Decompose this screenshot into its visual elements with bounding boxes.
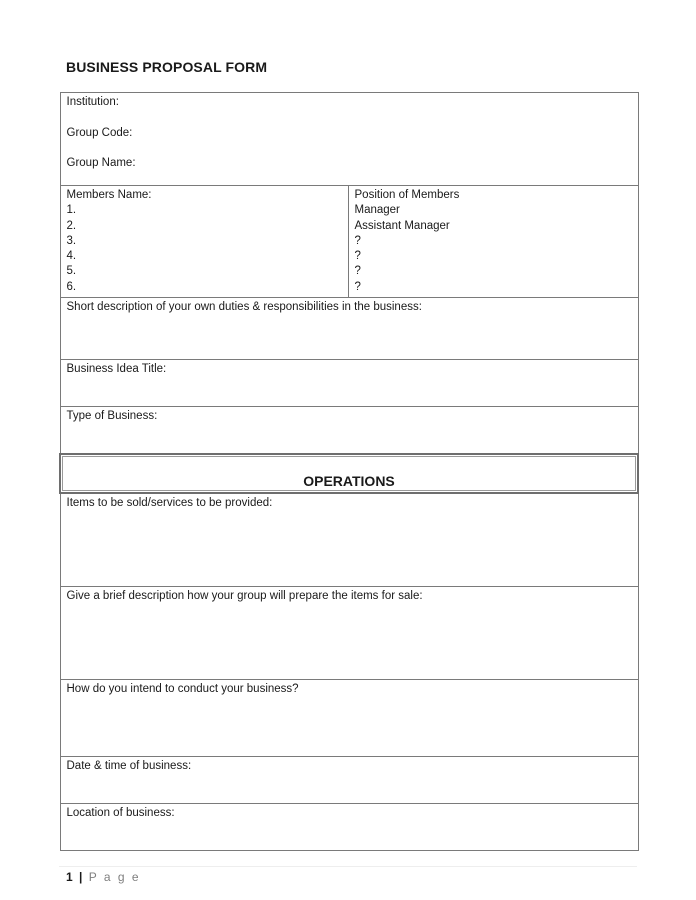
idea-title-label: Business Idea Title: (66, 363, 167, 376)
members-name-cell[interactable] (60, 186, 348, 298)
type-label: Type of Business: (66, 410, 158, 423)
member-number: 4. (66, 250, 77, 263)
position-item: ? (354, 280, 361, 293)
page-footer (66, 870, 141, 884)
location-label: Location of business: (66, 807, 175, 820)
form-title: BUSINESS PROPOSAL FORM (66, 59, 268, 75)
member-number: 5. (66, 265, 77, 278)
conduct-label: How do you intend to conduct your business? (66, 683, 299, 696)
position-item: Manager (354, 204, 400, 217)
location-cell[interactable] (60, 804, 638, 851)
datetime-row (60, 757, 638, 804)
group-code-label: Group Code: (66, 126, 133, 139)
page-label: P a g e (88, 870, 141, 884)
type-cell[interactable] (60, 407, 638, 455)
proposal-form-table (59, 92, 639, 851)
operations-heading-cell (60, 454, 638, 493)
items-label: Items to be sold/services to be provided: (66, 497, 273, 510)
operations-heading: OPERATIONS (62, 456, 636, 491)
conduct-row (60, 680, 638, 757)
prepare-label: Give a brief description how your group will prepare the items for sale: (66, 590, 423, 603)
position-header: Position of Members (354, 189, 460, 201)
members-number-list (67, 203, 342, 295)
operations-heading-row (60, 454, 638, 493)
location-row (60, 804, 638, 851)
idea-title-cell[interactable] (60, 360, 638, 407)
footer-separator: | (79, 870, 83, 884)
items-row (60, 493, 638, 587)
position-item: ? (354, 234, 361, 247)
prepare-cell[interactable] (60, 587, 638, 680)
duties-row (60, 298, 638, 360)
members-name-header: Members Name: (66, 189, 152, 201)
type-row (60, 407, 638, 455)
position-item: ? (354, 265, 361, 278)
idea-title-row (60, 360, 638, 407)
footer-divider (59, 866, 637, 867)
duties-label: Short description of your own duties & responsibilities in the business: (66, 301, 422, 314)
page-number: 1 (66, 870, 73, 884)
group-name-label: Group Name: (66, 157, 136, 170)
member-number: 6. (66, 280, 77, 293)
position-list (355, 203, 632, 295)
members-position-cell[interactable] (348, 186, 638, 298)
datetime-cell[interactable] (60, 757, 638, 804)
member-number: 1. (66, 204, 77, 217)
identity-row (60, 93, 638, 186)
items-cell[interactable] (60, 493, 638, 587)
prepare-row (60, 587, 638, 680)
member-number: 3. (66, 234, 77, 247)
position-item: Assistant Manager (354, 219, 450, 232)
member-number: 2. (66, 219, 77, 232)
duties-cell[interactable] (60, 298, 638, 360)
identity-cell[interactable] (60, 93, 638, 186)
position-item: ? (354, 250, 361, 263)
institution-label: Institution: (66, 96, 119, 108)
conduct-cell[interactable] (60, 680, 638, 757)
members-row (60, 186, 638, 298)
datetime-label: Date & time of business: (66, 760, 192, 773)
